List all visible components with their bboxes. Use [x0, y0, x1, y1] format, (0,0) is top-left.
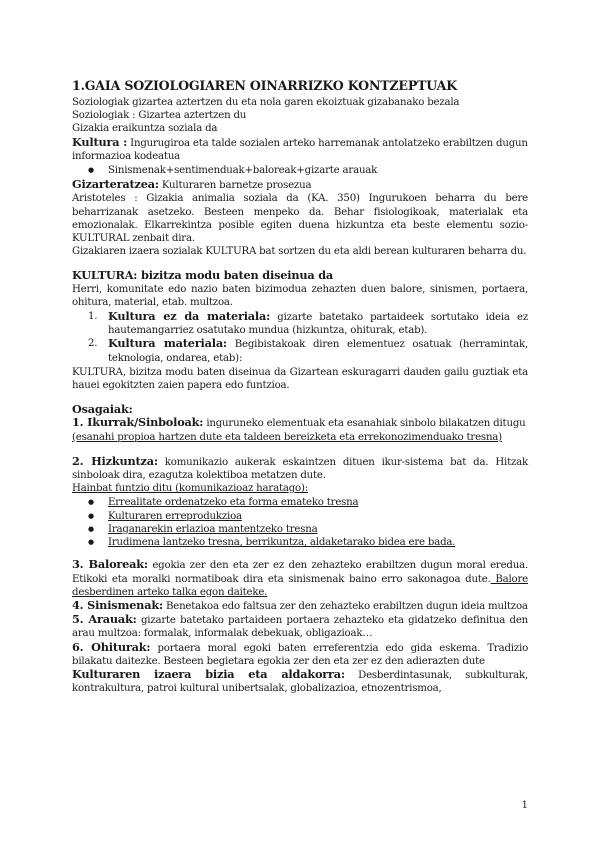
hizkuntza-funtzioak: Hainbat funtzio ditu (komunikazioaz haratago):: [72, 483, 308, 495]
page-title: 1.GAIA SOZIOLOGIAREN OINARRIZKO KONTZEPTUAK: [72, 78, 457, 93]
hizkuntza-bullets: [72, 496, 528, 549]
kultura-term: Kultura :: [72, 134, 128, 149]
osagaiak-heading: Osagaiak:: [72, 402, 133, 417]
ikurrak-underlined: (esanahi propioa hartzen dute eta taldeen bereizketa eta errekonozimenduako tresna): [72, 431, 502, 443]
list-item: 1. Kultura ez da materiala: gizarte batetako partaideek sortutako ideia ez hautemangarriez osatutako mundua (hizkuntza, ohiturak, etab).: [88, 309, 528, 337]
page-number: 1: [521, 800, 528, 811]
list-item: ● Iraganarekin erlazioa mantentzeko tresna: [72, 523, 528, 536]
kultura-bullets: [72, 164, 528, 177]
list-item: ● Irudimena lantzeko tresna, berrikuntza, aldaketarako bidea ere bada.: [72, 536, 528, 549]
hizkuntza-item: 2. Hizkuntza: komunikazio aukerak eskaintzen dituen ikur-sistema bat da. Hitzak sinboloak dira, ezagutza kolektiboa metatzen dute.: [72, 453, 528, 482]
list-item: ● Sinismenak+sentimenduak+baloreak+gizarte arauak: [72, 164, 528, 177]
intro-line-2: Soziologiak : Gizartea aztertzen du: [72, 110, 247, 122]
sinismenak-item: 4. Sinismenak: Benetakoa edo faltsua zer den zehazteko erabiltzen dugun ideia multzoa: [72, 597, 528, 612]
gizarteratzea-definition: [72, 178, 528, 192]
list-item: ● Kulturaren erreprodukzioa: [72, 510, 528, 523]
gizarteratzea-def: Kulturaren barnetze prosezua: [158, 180, 312, 192]
gizarteratzea-term: Gizarteratzea:: [72, 177, 159, 192]
diseinua-text: Herri, komunitate edo nazio baten bizimodua zehazten duen balore, sinismen, portaera, ohitura, material, etab. multzoa.: [72, 283, 528, 308]
diseinua-heading: KULTURA: bizitza modu baten diseinua da: [72, 268, 334, 283]
izaera-sentence: Gizakiaren izaera sozialak KULTURA bat sortzen du eta aldi berean kulturaren beharra du.: [72, 246, 527, 258]
list-item: 2. Kultura materiala: Begibistakoak diren elementuez osatuak (herramintak, teknologia, ondarea, etab):: [88, 336, 528, 364]
intro-line-1: Soziologiak gizartea aztertzen du eta nola garen ekoiztuak gizabanako bezala: [72, 97, 460, 108]
kultura-def: Ingurugiroa eta talde sozialen arteko harremanak antolatzeko erabiltzen dugun informazioa kodeatua: [72, 137, 528, 162]
baloreak-item: 3. Baloreak: egokia zer den eta zer ez den zehazteko erabiltzen dugun moral eredua. Etikoki eta moralki normatiboak dira eta sinismenak baino erro sakonagoa dute. Balore desberdinen arteko talka egon daiteke.: [72, 557, 528, 598]
diseinua-closing: KULTURA, bizitza modu baten diseinua da Gizartean eskuragarri dauden gailu guztiak eta hauei egokitzten zaien papera edo funtzioa.: [72, 366, 528, 392]
list-item: ● Errealitate ordenatzeko eta forma emateko tresna: [72, 496, 528, 509]
document-page: [72, 78, 528, 695]
izaera-bizia-item: Kulturaren izaera bizia eta aldakorra: Desberdintasunak, subkulturak, kontrakultura, patroi kultural unibertsalak, globalizazioa, etnozentrismoa,: [72, 666, 528, 695]
kultura-types-list: [72, 310, 528, 365]
aristoteles-paragraph: Aristoteles : Gizakia animalia soziala da (KA. 350) Ingurukoen beharra du bere beharrizanak asetzeko. Besteen menpeko da. Behar fisiologikoak, materialak eta emozionalak. Elkarrekintza posible egiten duena hizkuntza eta beste elementu sozio-KULTURAL zenbait dira.: [72, 193, 528, 245]
ohiturak-item: 6. Ohiturak: portaera moral egoki baten erreferentzia edo gida eskema. Tradizio bilakatu daitezke. Besteen begietara egokia zer den eta zer ez den adierazten dute: [72, 639, 529, 667]
arauak-item: 5. Arauak: gizarte batetako partaideen portaera zehazteko eta gidatzeko definitua den arau multzoa: formalak, informalak debekuak, obligazioak…: [72, 612, 529, 640]
kultura-definition: [72, 136, 528, 163]
intro-line-3: Gizakia eraikuntza soziala da: [72, 123, 218, 135]
ikurrak-item: 1. Ikurrak/Sinboloak: inguruneko elementuak eta esanahiak sinbolo bilakatzen ditugu: [72, 415, 526, 430]
